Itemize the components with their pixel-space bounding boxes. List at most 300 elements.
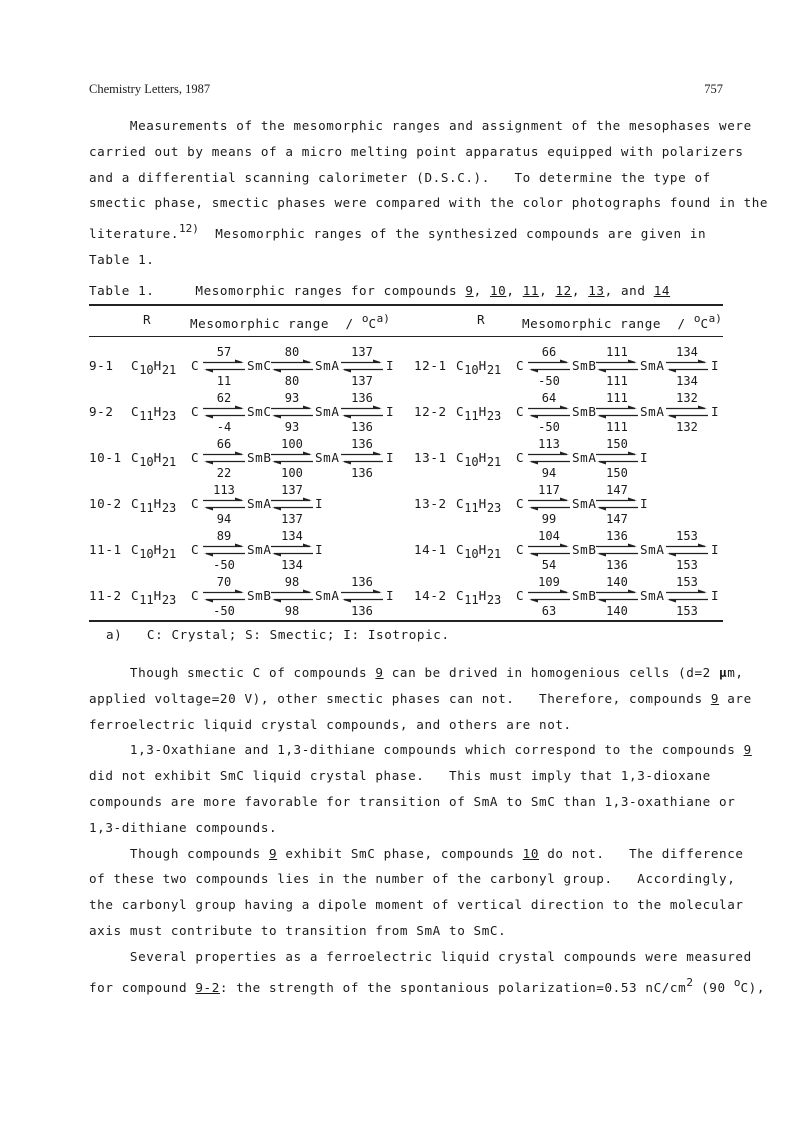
unit-label: C — [700, 316, 709, 331]
compound-ref: 10 — [489, 283, 507, 298]
cooling-temp: -50 — [538, 374, 560, 388]
degree-mark: o — [733, 975, 741, 989]
formula-subscript: 21 — [486, 547, 502, 561]
unit-label: C — [368, 316, 377, 331]
phase-transition — [202, 437, 246, 483]
text-line: carried out by means of a micro melting point apparatus equipped with polarizers — [89, 143, 744, 159]
text-line — [89, 841, 744, 867]
heating-temp: 57 — [216, 345, 232, 359]
equilibrium-arrow-icon — [527, 451, 571, 465]
cooling-temp: 111 — [606, 374, 628, 388]
equilibrium-arrow-icon — [595, 543, 639, 557]
alkyl-group — [456, 496, 501, 515]
compound-id: 14-2 — [414, 588, 447, 603]
phase-transition — [340, 437, 384, 483]
journal-name: Chemistry Letters, 1987 — [89, 82, 211, 96]
compound-ref: 9 — [269, 845, 278, 861]
phase-label: SmA — [572, 450, 597, 465]
heating-temp: 153 — [676, 575, 698, 589]
text-line: compounds are more favorable for transition of SmA to SmC than 1,3-oxathiane or — [89, 793, 736, 809]
equilibrium-arrow-icon — [527, 405, 571, 419]
phase-transition — [270, 437, 314, 483]
formula-part: H — [478, 496, 487, 511]
formula-subscript: 23 — [486, 501, 502, 515]
equilibrium-arrow-icon — [665, 405, 709, 419]
cooling-temp: 150 — [606, 466, 628, 480]
phase-label: I — [315, 496, 324, 511]
cooling-temp: 98 — [284, 604, 300, 618]
phase-label: SmA — [315, 404, 340, 419]
phase-label: I — [386, 450, 395, 465]
table-bottom-rule — [89, 620, 723, 622]
equilibrium-arrow-icon — [340, 451, 384, 465]
phase-transition — [340, 575, 384, 621]
footnote-mark: a) — [376, 312, 390, 325]
compound-id: 10-2 — [89, 496, 122, 511]
phase-transition — [527, 345, 571, 391]
heating-temp: 104 — [538, 529, 560, 543]
degree-mark: o — [693, 312, 701, 325]
cooling-temp: 22 — [216, 466, 232, 480]
phase-label: I — [386, 588, 395, 603]
phase-label: SmA — [315, 450, 340, 465]
compound-ref: 12 — [555, 283, 572, 298]
cooling-temp: -50 — [213, 558, 235, 572]
formula-part: C — [131, 450, 140, 465]
table-header-rule — [89, 336, 723, 337]
heating-temp: 132 — [676, 391, 698, 405]
formula-subscript: 23 — [161, 593, 177, 607]
heating-temp: 70 — [216, 575, 232, 589]
table-caption: Table 1. Mesomorphic ranges for compounds 9, 10, 11, 12, 13, and 14 — [89, 283, 671, 298]
formula-part: H — [478, 404, 487, 419]
text-line: ferroelectric liquid crystal compounds, and others are not. — [89, 716, 572, 732]
equilibrium-arrow-icon — [202, 359, 246, 373]
equilibrium-arrow-icon — [270, 451, 314, 465]
phase-label: I — [315, 542, 324, 557]
cooling-temp: 111 — [606, 420, 628, 434]
heating-temp: 62 — [216, 391, 232, 405]
col-r-right: R — [477, 312, 486, 327]
formula-part: H — [153, 404, 162, 419]
formula-part: C — [131, 496, 140, 511]
cooling-temp: 63 — [541, 604, 557, 618]
table-top-rule — [89, 304, 723, 306]
text-fragment: can be drived in homogenious cells (d=2 — [383, 665, 720, 680]
phase-transition — [270, 391, 314, 437]
phase-label: SmC — [247, 404, 272, 419]
heating-temp: 117 — [538, 483, 560, 497]
compound-ref: 9 — [710, 690, 720, 706]
formula-subscript: 10 — [139, 455, 154, 469]
phase-transition — [595, 575, 639, 621]
phase-transition — [595, 437, 639, 483]
formula-part: C — [456, 358, 465, 373]
formula-subscript: 10 — [464, 455, 479, 469]
cooling-temp: 153 — [676, 558, 698, 572]
compound-id: 9-2 — [89, 404, 114, 419]
phase-label: SmA — [640, 588, 665, 603]
compound-id: 13-1 — [414, 450, 447, 465]
equilibrium-arrow-icon — [340, 405, 384, 419]
equilibrium-arrow-icon — [527, 497, 571, 511]
alkyl-group — [456, 358, 501, 377]
text-line: and a differential scanning calorimeter (D.S.C.). To determine the type of — [89, 169, 711, 185]
table-row — [89, 529, 723, 575]
cooling-temp: 140 — [606, 604, 628, 618]
phase-transition — [595, 483, 639, 529]
phase-transition — [270, 575, 314, 621]
equilibrium-arrow-icon — [595, 589, 639, 603]
caption-and: and — [620, 283, 646, 298]
heating-temp: 153 — [676, 529, 698, 543]
phase-label: SmB — [247, 450, 272, 465]
phase-transition — [527, 391, 571, 437]
phase-transition — [595, 345, 639, 391]
page-header — [89, 82, 723, 100]
table-label: Table 1. — [89, 283, 155, 298]
formula-part: C — [456, 450, 465, 465]
phase-label: C — [516, 404, 525, 419]
text-fragment: Though smectic C of compounds — [89, 665, 376, 680]
page-number: 757 — [704, 82, 723, 96]
compound-ref: 13 — [588, 283, 605, 298]
phase-label: C — [191, 588, 200, 603]
phase-label: I — [640, 496, 649, 511]
equilibrium-arrow-icon — [270, 497, 314, 511]
phase-transition — [202, 391, 246, 437]
text-line: Several properties as a ferroelectric liquid crystal compounds were measured — [89, 948, 752, 964]
formula-subscript: 11 — [139, 409, 154, 423]
compound-id: 13-2 — [414, 496, 447, 511]
cooling-temp: 94 — [541, 466, 557, 480]
cooling-temp: 136 — [351, 420, 373, 434]
formula-subscript: 10 — [464, 547, 479, 561]
equilibrium-arrow-icon — [527, 543, 571, 557]
compound-id: 14-1 — [414, 542, 447, 557]
text-line: of these two compounds lies in the number of the carbonyl group. Accordingly, — [89, 871, 736, 887]
cooling-temp: 134 — [281, 558, 303, 572]
formula-subscript: 23 — [161, 409, 177, 423]
phase-label: SmA — [315, 358, 340, 373]
text-fragment: do not. The difference — [539, 845, 744, 861]
cooling-temp: -50 — [538, 420, 560, 434]
cooling-temp: 94 — [216, 512, 232, 526]
heating-temp: 66 — [541, 345, 557, 359]
reference-mark: 12) — [179, 222, 199, 236]
formula-subscript: 21 — [486, 363, 502, 377]
compound-ref: 14 — [653, 283, 671, 298]
compound-id: 9-1 — [89, 358, 114, 373]
compound-ref: 9-2 — [195, 979, 220, 995]
table-row — [89, 575, 723, 621]
text-fragment: applied voltage=20 V), other smectic phases can not. Therefore, compounds — [89, 690, 711, 706]
cooling-temp: 136 — [606, 558, 628, 572]
equilibrium-arrow-icon — [202, 497, 246, 511]
heating-temp: 80 — [284, 345, 300, 359]
formula-subscript: 23 — [161, 501, 177, 515]
formula-part: C — [131, 358, 140, 373]
formula-part: H — [478, 542, 487, 557]
formula-part: C — [456, 542, 465, 557]
formula-subscript: 21 — [161, 455, 177, 469]
heating-temp: 136 — [606, 529, 628, 543]
formula-part: H — [153, 358, 162, 373]
equilibrium-arrow-icon — [340, 359, 384, 373]
alkyl-group — [131, 542, 176, 561]
formula-part: H — [153, 450, 162, 465]
phase-transition — [202, 345, 246, 391]
alkyl-group — [131, 404, 176, 423]
cooling-temp: 99 — [541, 512, 557, 526]
superscript: 2 — [686, 975, 693, 989]
text-line: axis must contribute to transition from SmA to SmC. — [89, 922, 507, 938]
text-fragment: Though compounds — [89, 845, 270, 861]
phase-label: C — [516, 450, 525, 465]
heating-temp: 100 — [281, 437, 303, 451]
phase-label: I — [386, 358, 395, 373]
formula-part: H — [153, 496, 162, 511]
phase-transition — [270, 345, 314, 391]
cooling-temp: 54 — [541, 558, 557, 572]
heating-temp: 136 — [351, 575, 373, 589]
compound-id: 10-1 — [89, 450, 122, 465]
heating-temp: 137 — [281, 483, 303, 497]
formula-part: C — [456, 588, 465, 603]
equilibrium-arrow-icon — [595, 359, 639, 373]
text-fragment: 1,3-Oxathiane and 1,3-dithiane compounds which correspond to the compounds — [89, 742, 744, 758]
equilibrium-arrow-icon — [595, 405, 639, 419]
cooling-temp: 136 — [351, 466, 373, 480]
phase-label: I — [386, 404, 395, 419]
formula-subscript: 21 — [161, 363, 177, 377]
compound-ref: 11 — [522, 283, 540, 298]
phase-transition — [665, 529, 709, 575]
formula-part: H — [478, 588, 487, 603]
formula-subscript: 11 — [464, 593, 479, 607]
cooling-temp: 134 — [676, 374, 698, 388]
heating-temp: 98 — [284, 575, 300, 589]
heating-temp: 136 — [351, 437, 373, 451]
phase-label: SmC — [247, 358, 272, 373]
heating-temp: 147 — [606, 483, 628, 497]
phase-label: I — [640, 450, 649, 465]
equilibrium-arrow-icon — [665, 359, 709, 373]
text-line: Table 1. — [89, 251, 155, 267]
alkyl-group — [131, 588, 176, 607]
heating-temp: 111 — [606, 345, 628, 359]
phase-label: C — [516, 588, 525, 603]
equilibrium-arrow-icon — [340, 589, 384, 603]
phase-transition — [665, 345, 709, 391]
formula-part: C — [456, 404, 465, 419]
text-line — [89, 660, 744, 686]
equilibrium-arrow-icon — [527, 359, 571, 373]
cooling-temp: 11 — [216, 374, 232, 388]
phase-label: SmB — [572, 358, 597, 373]
equilibrium-arrow-icon — [270, 543, 314, 557]
equilibrium-arrow-icon — [527, 589, 571, 603]
phase-label: C — [516, 496, 525, 511]
equilibrium-arrow-icon — [595, 497, 639, 511]
formula-subscript: 11 — [464, 501, 479, 515]
formula-subscript: 11 — [139, 593, 154, 607]
text-line: smectic phase, smectic phases were compared with the color photographs found in the — [89, 195, 769, 211]
heating-temp: 64 — [541, 391, 557, 405]
equilibrium-arrow-icon — [270, 359, 314, 373]
cooling-temp: 80 — [284, 374, 300, 388]
equilibrium-arrow-icon — [270, 405, 314, 419]
col-range-right — [522, 312, 722, 331]
table-column-header — [89, 312, 723, 334]
formula-part: C — [131, 542, 140, 557]
col-r-left: R — [143, 312, 152, 327]
compound-id: 11-2 — [89, 588, 122, 603]
equilibrium-arrow-icon — [595, 451, 639, 465]
footnote-mark: a) — [708, 312, 722, 325]
phase-transition — [527, 575, 571, 621]
phase-transition — [340, 345, 384, 391]
compound-id: 12-1 — [414, 358, 447, 373]
heating-temp: 134 — [281, 529, 303, 543]
phase-label: I — [711, 588, 720, 603]
heating-temp: 136 — [351, 391, 373, 405]
phase-transition — [527, 437, 571, 483]
phase-label: SmB — [572, 588, 597, 603]
table-row — [89, 437, 723, 483]
phase-label: I — [711, 542, 720, 557]
text-fragment: (90 — [692, 979, 734, 995]
text-fragment: Mesomorphic ranges of the synthesized compounds are given in — [198, 226, 707, 242]
phase-label: I — [711, 358, 720, 373]
alkyl-group — [456, 404, 501, 423]
phase-label: SmA — [247, 542, 272, 557]
phase-transition — [202, 529, 246, 575]
compound-ref: 9 — [743, 742, 752, 758]
heating-temp: 109 — [538, 575, 560, 589]
text-fragment: literature. — [89, 226, 180, 242]
text-line — [89, 686, 752, 712]
text-line: Measurements of the mesomorphic ranges and assignment of the mesophases were — [89, 118, 752, 133]
phase-transition — [340, 391, 384, 437]
formula-subscript: 11 — [139, 501, 154, 515]
phase-label: C — [191, 542, 200, 557]
equilibrium-arrow-icon — [202, 451, 246, 465]
formula-subscript: 21 — [486, 455, 502, 469]
text-fragment: exhibit SmC phase, compounds — [277, 845, 523, 861]
heating-temp: 93 — [284, 391, 300, 405]
phase-label: SmA — [315, 588, 340, 603]
alkyl-group — [131, 358, 176, 377]
heating-temp: 140 — [606, 575, 628, 589]
text-fragment: : the strength of the spontanious polarization=0.53 nC/cm — [219, 979, 687, 995]
formula-subscript: 21 — [161, 547, 177, 561]
heating-temp: 137 — [351, 345, 373, 359]
phase-transition — [202, 483, 246, 529]
cooling-temp: -4 — [216, 420, 232, 434]
formula-subscript: 10 — [139, 547, 154, 561]
phase-label: SmA — [247, 496, 272, 511]
text-line: 1,3-dithiane compounds. — [89, 819, 278, 835]
equilibrium-arrow-icon — [665, 543, 709, 557]
table-row — [89, 345, 723, 391]
phase-transition — [595, 391, 639, 437]
formula-part: H — [478, 358, 487, 373]
phase-label: SmA — [640, 358, 665, 373]
equilibrium-arrow-icon — [270, 589, 314, 603]
phase-label: SmB — [247, 588, 272, 603]
text-line — [89, 970, 766, 1001]
phase-label: SmB — [572, 542, 597, 557]
phase-label: SmB — [572, 404, 597, 419]
text-fragment: for compound — [89, 979, 196, 995]
col-range-label: Mesomorphic range / — [190, 316, 354, 331]
heating-temp: 66 — [216, 437, 232, 451]
equilibrium-arrow-icon — [202, 543, 246, 557]
cooling-temp: 147 — [606, 512, 628, 526]
phase-label: C — [191, 450, 200, 465]
phase-transition — [527, 529, 571, 575]
heating-temp: 134 — [676, 345, 698, 359]
formula-subscript: 10 — [139, 363, 154, 377]
phase-transition — [270, 529, 314, 575]
cooling-temp: -50 — [213, 604, 235, 618]
formula-part: C — [456, 496, 465, 511]
alkyl-group — [456, 588, 501, 607]
text-line: the carbonyl group having a dipole moment of vertical direction to the molecular — [89, 897, 744, 913]
phase-label: C — [516, 542, 525, 557]
formula-part: H — [153, 542, 162, 557]
cooling-temp: 136 — [351, 604, 373, 618]
compound-ref: 9 — [465, 283, 474, 298]
body-text — [89, 660, 766, 1000]
heating-temp: 113 — [538, 437, 560, 451]
text-fragment: C), — [740, 979, 766, 995]
caption-text: Mesomorphic ranges for compounds — [195, 283, 458, 298]
phase-transition — [595, 529, 639, 575]
formula-part: C — [131, 588, 140, 603]
text-line: did not exhibit SmC liquid crystal phase. This must imply that 1,3-dioxane — [89, 768, 711, 784]
cooling-temp: 132 — [676, 420, 698, 434]
heating-temp: 89 — [216, 529, 232, 543]
phase-label: C — [191, 404, 200, 419]
phase-label: SmA — [572, 496, 597, 511]
intro-paragraph — [89, 113, 769, 273]
table-row — [89, 391, 723, 437]
alkyl-group — [456, 450, 501, 469]
formula-subscript: 10 — [464, 363, 479, 377]
col-range-left — [190, 312, 390, 331]
phase-label: SmA — [640, 404, 665, 419]
phase-transition — [665, 391, 709, 437]
phase-transition — [527, 483, 571, 529]
compound-id: 12-2 — [414, 404, 447, 419]
formula-part: H — [478, 450, 487, 465]
formula-subscript: 23 — [486, 409, 502, 423]
cooling-temp: 137 — [281, 512, 303, 526]
mu-symbol: μ — [719, 665, 728, 680]
compound-ref: 9 — [375, 665, 384, 680]
formula-part: H — [153, 588, 162, 603]
equilibrium-arrow-icon — [202, 405, 246, 419]
formula-subscript: 23 — [486, 593, 502, 607]
cooling-temp: 137 — [351, 374, 373, 388]
heating-temp: 113 — [213, 483, 235, 497]
compound-ref: 10 — [522, 845, 540, 861]
phase-label: SmA — [640, 542, 665, 557]
heating-temp: 150 — [606, 437, 628, 451]
cooling-temp: 153 — [676, 604, 698, 618]
